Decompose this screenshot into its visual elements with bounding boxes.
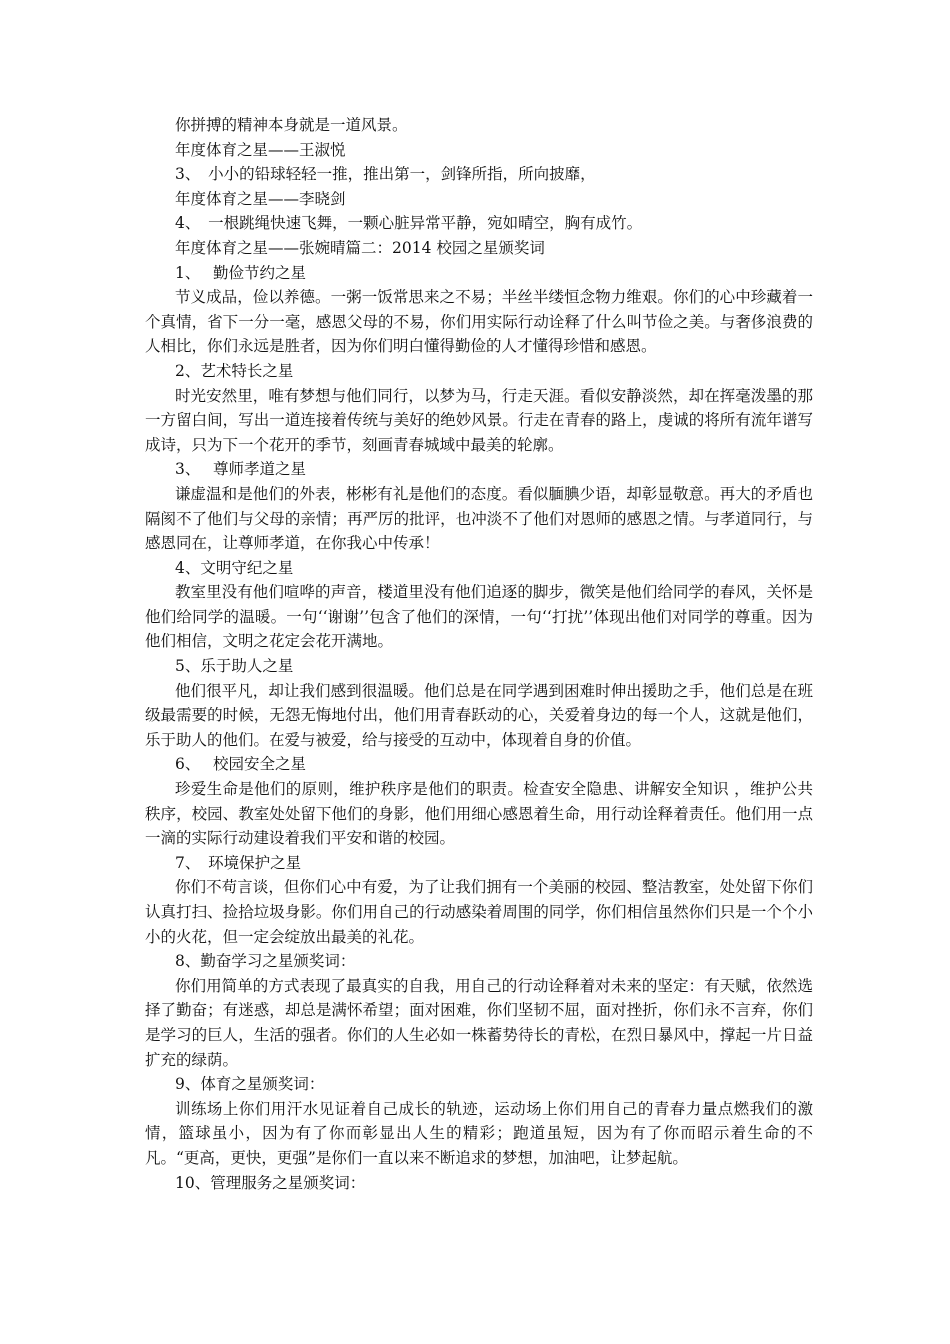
paragraph: 他们很平凡，却让我们感到很温暖。他们总是在同学遇到困难时伸出援助之手，他们总是在班级最需要的时候，无怨无悔地付出，他们用青春跃动的心，关爱着身边的每一个人，这就是他们，乐于助人的他们。在爱与被爱，给与接受的互动中，体现着自身的价值。 [145,681,813,749]
star-heading: 8、勤奋学习之星颁奖词： [175,952,356,971]
star-heading: 4、文明守纪之星 [175,558,294,577]
text-line: 4、 一根跳绳快速飞舞，一颗心脏异常平静，宛如晴空，胸有成竹。 [175,214,643,233]
paragraph: 时光安然里，唯有梦想与他们同行，以梦为马，行走天涯。看似安静淡然，却在挥毫泼墨的那一方留白间，写出一道连接着传统与美好的绝妙风景。行走在青春的路上，虔诚的将所有流年谱写成诗，只为下一个花开的季节，刻画青春城域中最美的轮廓。 [145,386,813,454]
star-heading: 3、 尊师孝道之星 [175,460,307,479]
paragraph: 教室里没有他们喧哗的声音，楼道里没有他们追逐的脚步，微笑是他们给同学的春风，关怀是他们给同学的温暖。一句‘‘谢谢’’包含了他们的深情，一句‘‘打扰’’体现出他们对同学的尊重。因为他们相信，文明之花定会花开满地。 [145,583,813,651]
star-heading: 9、体育之星颁奖词： [175,1075,325,1094]
award-winner-line: 年度体育之星——李晓剑 [175,189,346,208]
section-heading: 年度体育之星——张婉晴篇二：2014 校园之星颁奖词 [175,238,545,257]
paragraph: 珍爱生命是他们的原则，维护秩序是他们的职责。检查安全隐患、讲解安全知识 ，维护公共秩序，校园、教室处处留下他们的身影，他们用细心感恩着生命，用行动诠释着责任。他们用一点一滴的实际行动建设着我们平安和谐的校园。 [145,780,813,848]
text-line: 3、 小小的铅球轻轻一推，推出第一，剑锋所指，所向披靡， [175,165,596,184]
star-heading: 7、 环境保护之星 [175,853,302,872]
star-heading: 10、管理服务之星颁奖词： [175,1173,366,1192]
text-line: 你拼搏的精神本身就是一道风景。 [175,116,408,134]
award-winner-line: 年度体育之星——王淑悦 [175,140,346,159]
star-heading: 6、 校园安全之星 [175,755,307,774]
document-body [145,113,813,1195]
paragraph: 谦虚温和是他们的外表，彬彬有礼是他们的态度。看似腼腆少语，却彰显敬意。再大的矛盾也隔阂不了他们与父母的亲情；再严厉的批评，也冲淡不了他们对恩师的感恩之情。与孝道同行，与感恩同在，让尊师孝道，在你我心中传承！ [145,484,813,553]
paragraph: 节义成品，俭以养德。一粥一饭常思来之不易；半丝半缕恒念物力维艰。你们的心中珍藏着一个真情，省下一分一毫，感恩父母的不易，你们用实际行动诠释了什么叫节俭之美。与奢侈浪费的人相比，你们永远是胜者，因为你们明白懂得勤俭的人才懂得珍惜和感恩。 [145,288,813,356]
paragraph: 你们用简单的方式表现了最真实的自我，用自己的行动诠释着对未来的坚定：有天赋，依然选择了勤奋；有迷惑，却总是满怀希望；面对困难，你们坚韧不屈，面对挫折，你们永不言弃，你们是学习的巨人，生活的强者。你们的人生必如一株蓄势待长的青松，在烈日暴风中，撑起一片日益扩充的绿荫。 [145,976,813,1069]
star-heading: 5、乐于助人之星 [175,657,294,676]
paragraph: 训练场上你们用汗水见证着自己成长的轨迹，运动场上你们用自己的青春力量点燃我们的激情，篮球虽小，因为有了你而彰显出人生的精彩；跑道虽短，因为有了你而昭示着生命的不凡。“更高，更快，更强”是你们一直以来不断追求的梦想，加油吧，让梦起航。 [145,1099,813,1167]
paragraph: 你们不苟言谈，但你们心中有爱，为了让我们拥有一个美丽的校园、整洁教室，处处留下你们认真打扫、捡拾垃圾身影。你们用自己的行动感染着周围的同学，你们相信虽然你们只是一个个小小的火花，但一定会绽放出最美的礼花。 [145,878,813,946]
star-heading: 2、艺术特长之星 [175,361,294,380]
star-heading: 1、 勤俭节约之星 [175,263,307,282]
